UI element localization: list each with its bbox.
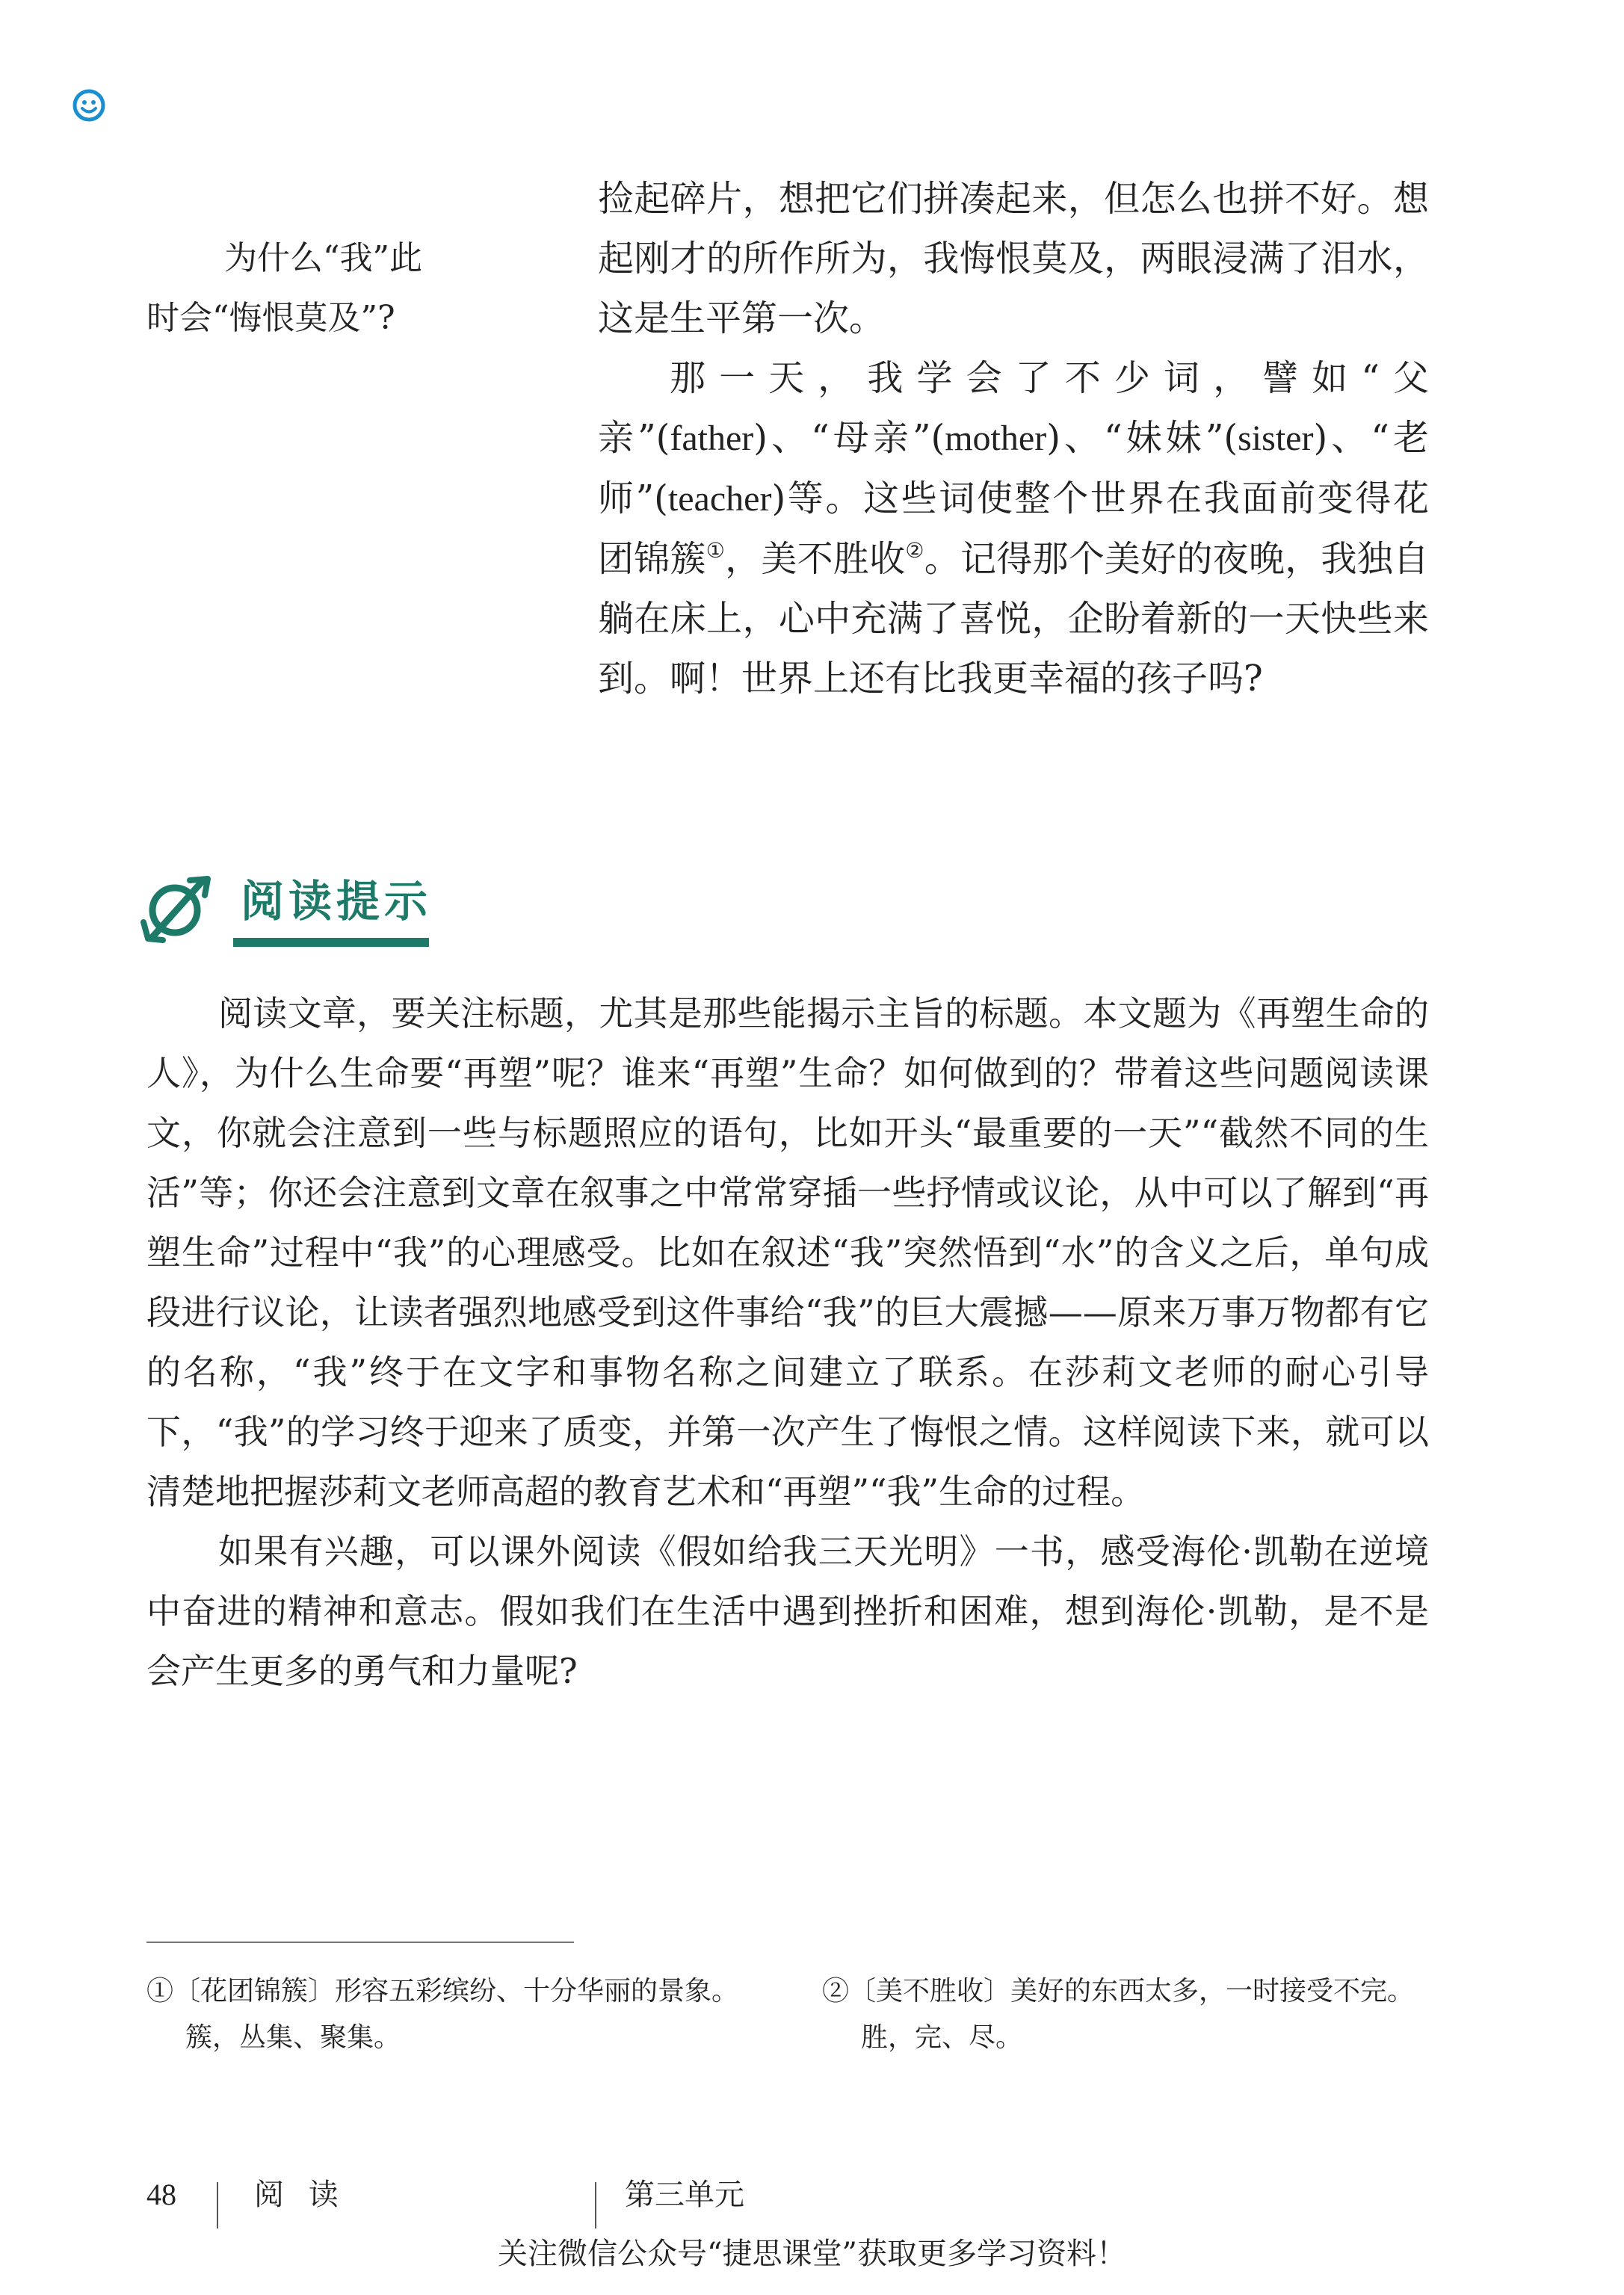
footnote-marker-2: ② [905,538,924,563]
text-segment: ，美不胜收 [725,538,906,580]
word-teacher: teacher [667,479,772,519]
smiley-icon [72,88,106,123]
word-father: father [670,418,754,458]
footnote-1-line1: ①〔花团锦簇〕形容五彩缤纷、十分华丽的景象。 [146,1976,739,2007]
footnote-2 [822,1968,1442,2061]
footnote-2-line2: 胜，完、尽。 [861,2022,1023,2053]
word-mother: mother [945,418,1047,458]
footnote-marker-1: ① [706,538,726,563]
side-question-line1: 为什么“我”此 [224,239,422,277]
footer-divider [595,2182,596,2228]
text-segment: )、“老师”( [598,417,1429,519]
footnote-divider [146,1942,574,1943]
text-segment: 。记得那个美好的夜晚，我独自躺在床上，心中充满了喜悦，企盼着新的一天快些来到。啊！世界上还有比我更幸福的孩子吗? [598,538,1429,699]
title-underline [233,938,429,947]
footnote-1-line2: 簇，丛集、聚集。 [185,2022,401,2053]
section-name: 阅 读 [254,2178,346,2212]
footnote-1 [146,1968,789,2061]
reading-hint-title: 阅读提示 [241,876,433,927]
reading-hint-icon [141,876,215,943]
footer-divider [217,2182,218,2228]
story-paragraph-2 [598,348,1429,708]
hint-paragraph-1: 阅读文章，要关注标题，尤其是那些能揭示主旨的标题。本文题为《再塑生命的人》，为什么生命要“再塑”呢？谁来“再塑”生命？如何做到的？带着这些问题阅读课文，你就会注意到一些与标题照应的语句，比如开头“最重要的一天”“截然不同的生活”等；你还会注意到文章在叙事之中常常穿插一些抒情或议论，从中可以了解到“再塑生命”过程中“我”的心理感受。比如在叙述“我”突然悟到“水”的含义之后，单句成段进行议论，让读者强烈地感受到这件事给“我”的巨大震撼——原来万事万物都有它的名称，“我”终于在文字和事物名称之间建立了联系。在莎莉文老师的耐心引导下，“我”的学习终于迎来了质变，并第一次产生了悔恨之情。这样阅读下来，就可以清楚地把握莎莉文老师高超的教育艺术和“再塑”“我”生命的过程。 [146,993,1429,1512]
story-text [598,169,1429,708]
word-sister: sister [1238,418,1314,458]
reading-hint-body [146,983,1429,1701]
text-segment: )、“母亲”( [753,417,945,459]
text-segment: )等。这些词使整个世界在我面前变得花团锦簇 [598,478,1429,580]
footnote-2-line1: ②〔美不胜收〕美好的东西太多，一时接受不完。 [822,1976,1415,2007]
text-segment: 那一天，我学会了不少词，譬如“父亲”( [598,357,1429,459]
page-number: 48 [146,2178,176,2211]
promo-text: 关注微信公众号“捷思课堂”获取更多学习资料！ [498,2237,1126,2271]
side-question-line2: 时会“悔恨莫及”? [146,299,395,337]
hint-paragraph-2: 如果有兴趣，可以课外阅读《假如给我三天光明》一书，感受海伦·凯勒在逆境中奋进的精神和意志。假如我们在生活中遇到挫折和困难，想到海伦·凯勒，是不是会产生更多的勇气和力量呢? [146,1531,1429,1691]
side-question [146,229,520,348]
story-paragraph-1: 捡起碎片，想把它们拼凑起来，但怎么也拼不好。想起刚才的所作所为，我悔恨莫及，两眼浸满了泪水，这是生平第一次。 [598,178,1429,339]
unit-name: 第三单元 [625,2178,744,2212]
text-segment: )、“妹妹”( [1046,417,1238,459]
